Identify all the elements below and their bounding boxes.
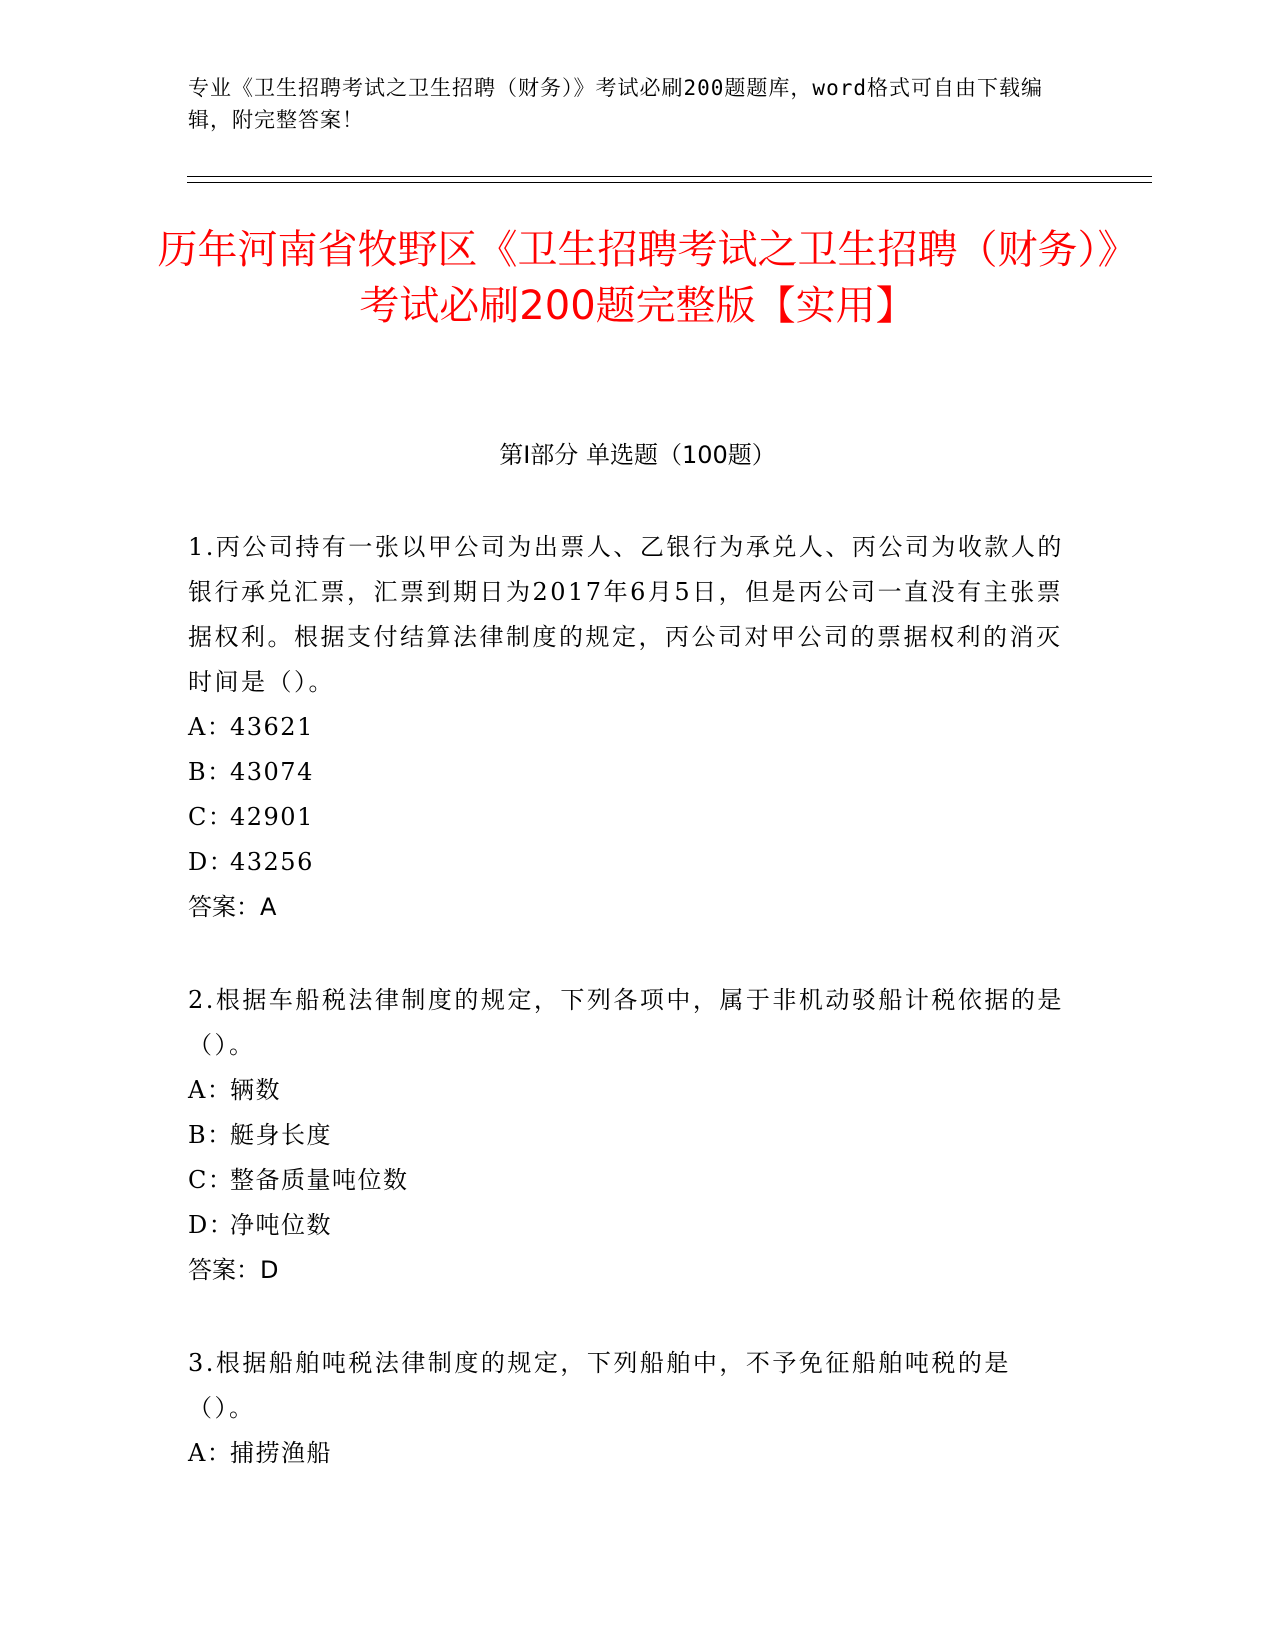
header-rule-top bbox=[187, 176, 1152, 177]
question-text: 2.根据车船税法律制度的规定，下列各项中，属于非机动驳船计税依据的是（）。 bbox=[188, 986, 1064, 1059]
question-1 bbox=[188, 525, 1068, 930]
question-text: 1.丙公司持有一张以甲公司为出票人、乙银行为承兑人、丙公司为收款人的银行承兑汇票，汇票到期日为2017年6月5日，但是丙公司一直没有主张票据权利。根据支付结算法律制度的规定，丙公司对甲公司的票据权利的消灭时间是（）。 bbox=[188, 533, 1064, 696]
option-d bbox=[188, 840, 1068, 885]
option-value: 整备质量吨位数 bbox=[230, 1166, 409, 1194]
option-a bbox=[188, 1068, 1068, 1113]
option-value: 43256 bbox=[230, 848, 314, 876]
option-a bbox=[188, 1431, 1068, 1476]
option-a bbox=[188, 705, 1068, 750]
option-value: 43074 bbox=[230, 758, 314, 786]
option-b bbox=[188, 1113, 1068, 1158]
option-key: B： bbox=[188, 758, 233, 786]
option-key: A： bbox=[188, 1076, 233, 1104]
option-key: A： bbox=[188, 713, 233, 741]
option-key: D： bbox=[188, 848, 235, 876]
answer: 答案：A bbox=[188, 893, 277, 921]
option-c bbox=[188, 1158, 1068, 1203]
option-key: C： bbox=[188, 803, 234, 831]
option-value: 艇身长度 bbox=[230, 1121, 332, 1149]
section-heading: 第I部分 单选题（100题） bbox=[499, 441, 776, 469]
option-value: 捕捞渔船 bbox=[230, 1439, 332, 1467]
document-title: 历年河南省牧野区《卫生招聘考试之卫生招聘（财务）》考试必刷200题完整版【实用】 bbox=[157, 227, 1118, 329]
header-rule-bottom bbox=[187, 182, 1152, 183]
question-3 bbox=[188, 1341, 1068, 1476]
option-key: B： bbox=[188, 1121, 233, 1149]
question-2 bbox=[188, 978, 1068, 1293]
option-c bbox=[188, 795, 1068, 840]
option-value: 43621 bbox=[230, 713, 314, 741]
question-text: 3.根据船舶吨税法律制度的规定，下列船舶中，不予免征船舶吨税的是（）。 bbox=[188, 1349, 1011, 1422]
header-note: 专业《卫生招聘考试之卫生招聘（财务）》考试必刷200题题库，word格式可自由下载编辑，附完整答案！ bbox=[188, 76, 1043, 132]
answer: 答案：D bbox=[188, 1256, 279, 1284]
option-value: 42901 bbox=[230, 803, 314, 831]
option-value: 净吨位数 bbox=[230, 1211, 332, 1239]
option-value: 辆数 bbox=[230, 1076, 281, 1104]
option-key: D： bbox=[188, 1211, 235, 1239]
option-d bbox=[188, 1203, 1068, 1248]
option-key: C： bbox=[188, 1166, 234, 1194]
option-b bbox=[188, 750, 1068, 795]
option-key: A： bbox=[188, 1439, 233, 1467]
